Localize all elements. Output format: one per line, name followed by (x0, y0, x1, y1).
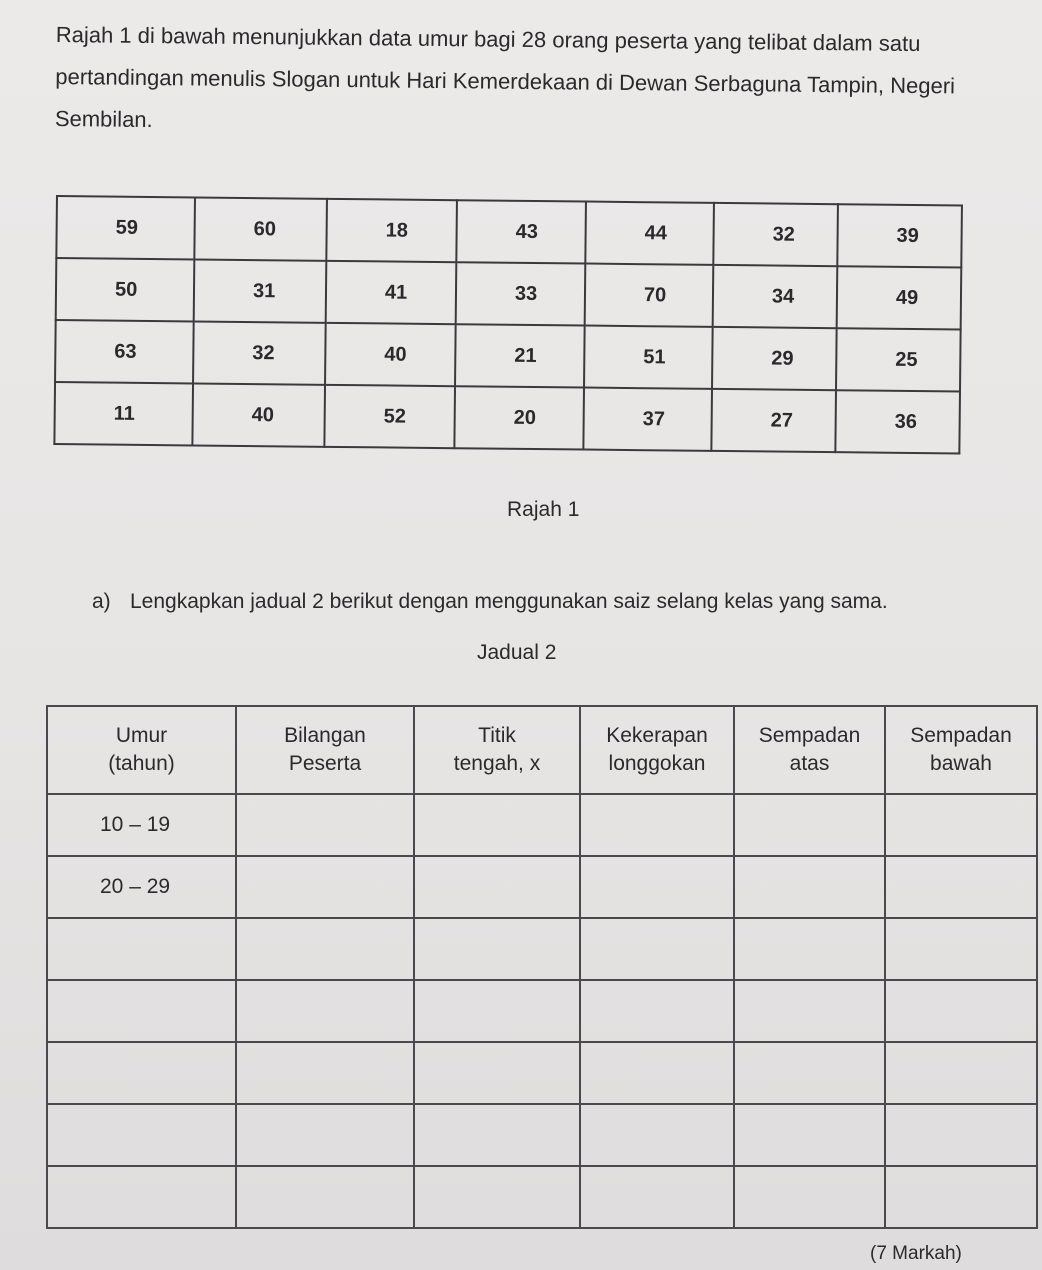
header-titik-tengah: Titik tengah, x (414, 706, 580, 794)
class-interval-cell: 20 – 29 (47, 856, 236, 918)
table-row (56, 258, 962, 329)
table-cell: 40 (325, 323, 456, 386)
jadual-2-table (46, 705, 1038, 1229)
question-text: Lengkapkan jadual 2 berikut dengan menggunakan saiz selang kelas yang sama. (130, 590, 888, 613)
table-cell: 40 (192, 383, 325, 446)
answer-cell[interactable] (734, 918, 885, 980)
table-row (47, 1166, 1037, 1228)
answer-cell[interactable] (236, 980, 414, 1042)
table-cell: 20 (454, 386, 584, 449)
answer-cell[interactable] (580, 918, 734, 980)
table-row (47, 1104, 1037, 1166)
class-interval-cell: 10 – 19 (47, 794, 236, 856)
table-cell: 37 (583, 388, 712, 451)
answer-cell[interactable] (236, 918, 414, 980)
answer-cell[interactable] (580, 856, 734, 918)
answer-cell[interactable] (734, 1042, 885, 1104)
table-cell: 31 (194, 259, 327, 322)
header-bilangan-peserta: Bilangan Peserta (236, 706, 414, 794)
table-row (47, 794, 1037, 856)
answer-cell[interactable] (734, 856, 885, 918)
answer-cell[interactable] (885, 918, 1037, 980)
table-row (47, 980, 1037, 1042)
intro-paragraph: Rajah 1 di bawah menunjukkan data umur bagi 28 orang peserta yang telibat dalam satu pertandingan menulis Slogan untuk Hari Kemerdekaan di Dewan Serbaguna Tampin, Negeri Sembilan. (54, 21, 956, 133)
table-cell: 36 (835, 390, 960, 453)
header-sempadan-atas: Sempadan atas (734, 706, 885, 794)
table-header-row (47, 706, 1037, 794)
table-cell: 39 (837, 204, 962, 267)
answer-cell[interactable] (414, 794, 580, 856)
table-row (47, 856, 1037, 918)
answer-cell[interactable] (414, 856, 580, 918)
table-cell: 59 (56, 196, 195, 259)
answer-cell[interactable] (580, 1166, 734, 1228)
table-cell: 27 (711, 389, 836, 452)
jadual-2-caption: Jadual 2 (477, 641, 557, 664)
table-cell: 50 (56, 258, 195, 321)
answer-cell[interactable] (580, 1104, 734, 1166)
table-row (47, 918, 1037, 980)
header-sempadan-bawah: Sempadan bawah (885, 706, 1037, 794)
answer-cell[interactable] (414, 980, 580, 1042)
answer-cell[interactable] (236, 856, 414, 918)
table-cell: 11 (54, 382, 193, 445)
table-cell: 52 (324, 385, 455, 448)
answer-cell[interactable] (236, 794, 414, 856)
class-interval-cell[interactable] (47, 1042, 236, 1104)
table-cell: 29 (712, 327, 837, 390)
answer-cell[interactable] (414, 1104, 580, 1166)
table-cell: 25 (836, 328, 961, 391)
table-cell: 32 (713, 203, 838, 266)
answer-cell[interactable] (414, 1166, 580, 1228)
answer-cell[interactable] (734, 794, 885, 856)
answer-cell[interactable] (414, 1042, 580, 1104)
table-cell: 32 (193, 321, 326, 384)
answer-cell[interactable] (885, 980, 1037, 1042)
class-interval-cell[interactable] (47, 918, 236, 980)
answer-cell[interactable] (885, 1042, 1037, 1104)
answer-cell[interactable] (414, 918, 580, 980)
table-cell: 21 (455, 324, 585, 387)
table-row (54, 382, 960, 453)
class-interval-cell[interactable] (47, 980, 236, 1042)
table-row (47, 1042, 1037, 1104)
table-cell: 18 (326, 199, 457, 262)
answer-cell[interactable] (236, 1104, 414, 1166)
answer-cell[interactable] (734, 1166, 885, 1228)
answer-cell[interactable] (885, 1104, 1037, 1166)
answer-cell[interactable] (580, 980, 734, 1042)
rajah-1-table (53, 195, 963, 454)
answer-cell[interactable] (734, 1104, 885, 1166)
table-cell: 33 (456, 262, 586, 325)
table-row (55, 320, 961, 391)
answer-cell[interactable] (885, 856, 1037, 918)
table-row (56, 196, 962, 267)
question-number: a) (92, 590, 111, 613)
table-cell: 44 (585, 202, 714, 265)
class-interval-cell[interactable] (47, 1104, 236, 1166)
answer-cell[interactable] (236, 1042, 414, 1104)
marks-label: (7 Markah) (870, 1243, 962, 1264)
header-kekerapan-longgokan: Kekerapan longgokan (580, 706, 734, 794)
answer-cell[interactable] (580, 794, 734, 856)
question-a (92, 587, 982, 617)
answer-cell[interactable] (885, 794, 1037, 856)
table-cell: 43 (456, 200, 586, 263)
table-cell: 63 (55, 320, 194, 383)
table-cell: 34 (713, 265, 838, 328)
answer-cell[interactable] (734, 980, 885, 1042)
table-cell: 51 (584, 326, 713, 389)
table-cell: 70 (585, 264, 714, 327)
class-interval-cell[interactable] (47, 1166, 236, 1228)
answer-cell[interactable] (885, 1166, 1037, 1228)
rajah-1-caption: Rajah 1 (507, 498, 580, 521)
table-cell: 49 (837, 266, 962, 329)
table-cell: 41 (326, 261, 457, 324)
answer-cell[interactable] (236, 1166, 414, 1228)
header-umur: Umur (tahun) (47, 706, 236, 794)
table-cell: 60 (194, 197, 327, 260)
answer-cell[interactable] (580, 1042, 734, 1104)
